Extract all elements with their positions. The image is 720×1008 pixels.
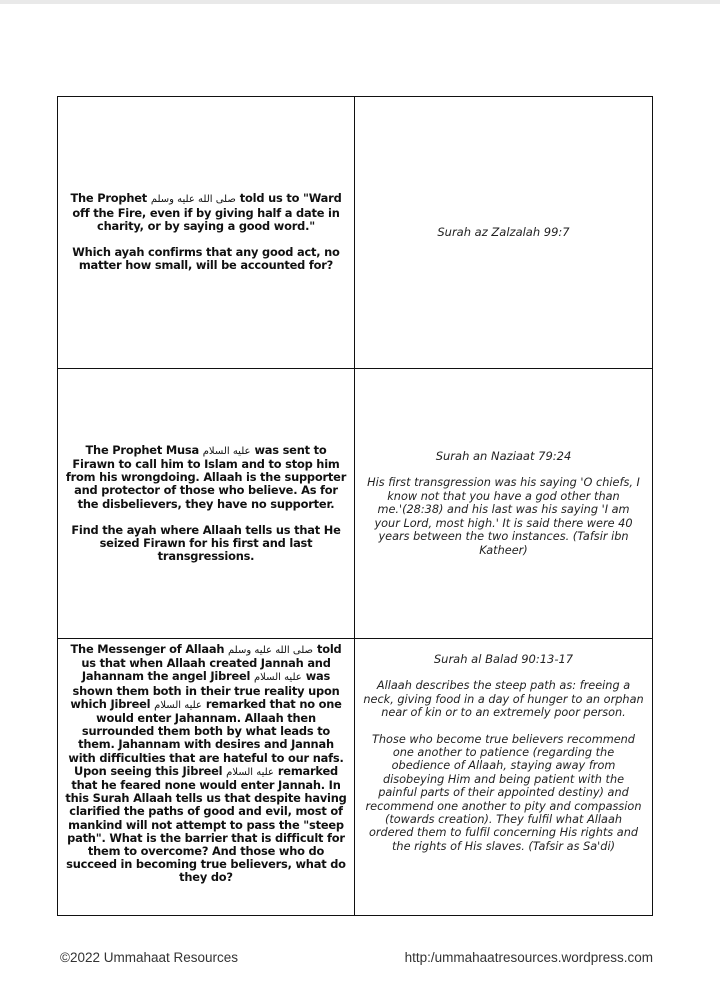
question-3-part: told us that when Allaah created Jannah and Jahannam the angel Jibreel (81, 642, 342, 684)
question-3-text (64, 643, 348, 885)
question-2-text (64, 444, 348, 511)
question-cell-2 (58, 369, 355, 638)
answer-cell-3 (355, 639, 652, 915)
answer-cell-1 (355, 97, 652, 368)
answer-cell-2 (355, 369, 652, 638)
question-1-prompt: Which ayah confirms that any good act, no matter how small, will be accounted for? (72, 245, 340, 273)
question-3-part: remarked that he feared none would enter Jannah. In this Surah Allaah tells us that despite having clarified the paths of good and evil, most of mankind will not attempt to pass the "steep path". What is the barrier that is difficult for them to overcome? And those who do succeed in becoming true believers, what do they do? (65, 763, 347, 885)
top-bar (0, 0, 720, 4)
question-3-part: The Messenger of Allaah (70, 642, 228, 656)
answer-1-reference: Surah az Zalzalah 99:7 (437, 224, 570, 239)
question-1-text (64, 192, 348, 233)
question-3-part: remarked that no one would enter Jahannam. Allaah then surrounded them both by what leads to them. Jahannam with desires and Jannah with difficulties that are hateful to our nafs. Upon seeing this Jibreel (68, 696, 344, 778)
question-cell-3 (58, 639, 355, 915)
card-row-2 (58, 369, 652, 639)
salam-text: عليه السلام (226, 766, 274, 778)
website-url: http:/ummahaatresources.wordpress.com (404, 950, 653, 965)
answer-3-explanation-1: Allaah describes the steep path as: freeing a neck, giving food in a day of hunger to an orphan near of kin or to an extremely poor person. (363, 679, 644, 720)
card-row-3 (58, 639, 652, 915)
question-cell-1 (58, 97, 355, 368)
salam-text: عليه السلام (253, 672, 302, 684)
flashcard-grid (57, 96, 653, 916)
question-2-part: was sent to Firawn to call him to Islam and to stop him from his wrongdoing. Allaah is the supporter and protector of those who believe. As for the disbelievers, they have no supporter. (65, 442, 347, 511)
question-1-part: told us to "Ward off the Fire, even if by giving half a date in charity, or by saying a good word." (72, 191, 342, 233)
question-2-part: The Prophet Musa (85, 442, 203, 457)
answer-3-reference: Surah al Balad 90:13-17 (433, 652, 574, 666)
question-2-prompt: Find the ayah where Allaah tells us that He seized Firawn for his first and last transgressions. (71, 522, 341, 564)
salam-text: عليه السلام (154, 699, 202, 711)
copyright-text: ©2022 Ummahaat Resources (60, 950, 239, 965)
answer-2-reference: Surah an Naziaat 79:24 (435, 449, 572, 464)
question-3-part: was shown them both in their true reality upon which Jibreel (70, 669, 340, 711)
question-1-part: The Prophet (70, 191, 151, 206)
salawat-text: صلى الله عليه وسلم (150, 194, 236, 206)
salam-text: عليه السلام (202, 445, 251, 457)
salawat-text: صلى الله عليه وسلم (228, 645, 313, 656)
answer-3-explanation-2: Those who become true believers recommend one another to patience (regarding the obedience of Allaah, staying away from disobeying Him and being patient with the painful parts of their appointed destiny) and recommend one another to pity and compassion (towards creation). They fulfil what Allaah ordered them to fulfil concerning His rights and the rights of His slaves. (Tafsir as Sa'di) (365, 732, 642, 853)
card-row-1 (58, 97, 652, 369)
answer-2-explanation: His first transgression was his saying 'O chiefs, I know not that you have a god other than me.'(28:38) and his last was his saying 'I am your Lord, most high.' It is said there were 40 years between the two instances. (Tafsir ibn Katheer) (367, 476, 640, 557)
